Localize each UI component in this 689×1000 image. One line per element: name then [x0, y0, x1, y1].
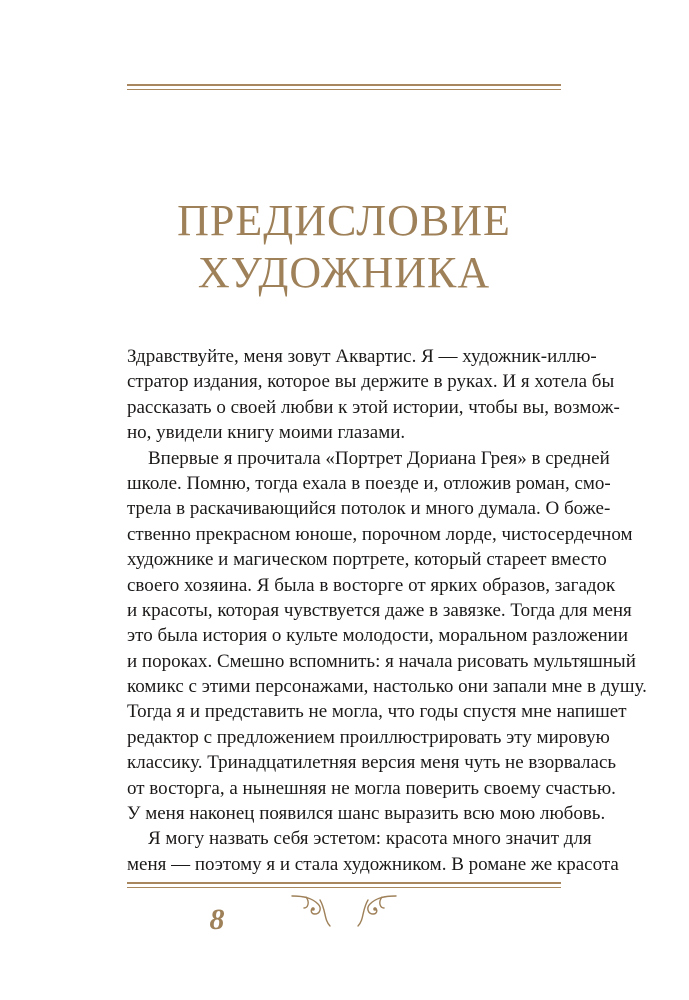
text-line: и красоты, которая чувствуется даже в завязке. Тогда для меня [127, 599, 632, 621]
text-line: ственно прекрасном юноше, порочном лорде, чистосердечном [127, 523, 633, 545]
text-line: Я могу назвать себя эстетом: красота много значит для [148, 828, 592, 850]
chapter-title-line-2: ХУДОЖНИКА [197, 248, 491, 297]
text-line: но, увидели книгу моими глазами. [127, 422, 406, 444]
text-line: от восторга, а нынешняя не могла поверить своему счастью. [127, 777, 616, 799]
flourish-icon [284, 888, 404, 938]
text-line: редактор с предложением проиллюстрировать эту мировую [127, 726, 610, 748]
text-line: стратор издания, которое вы держите в руках. И я хотела бы [127, 371, 615, 393]
body-text [127, 344, 647, 877]
text-line: художнике и магическом портрете, который стареет вместо [127, 549, 607, 571]
text-line: и пороках. Смешно вспомнить: я начала рисовать мультяшный [127, 650, 636, 672]
chapter-title-line-1: ПРЕДИСЛОВИЕ [177, 196, 511, 245]
footer-rule-thick [127, 882, 561, 884]
text-line: Тогда я и представить не могла, что годы спустя мне напишет [127, 701, 627, 723]
text-line: У меня наконец появился шанс выразить всю мою любовь. [127, 803, 606, 825]
page-number: 8 [209, 903, 225, 936]
text-line: своего хозяина. Я была в восторге от ярких образов, загадок [127, 574, 616, 596]
footer-ornament [127, 882, 561, 942]
text-line: Впервые я прочитала «Портрет Дориана Грея» в средней [148, 447, 610, 469]
header-rule-thick [127, 84, 561, 86]
text-line: Здравствуйте, меня зовут Аквартис. Я — художник-иллю- [127, 346, 597, 367]
text-line: это была история о культе молодости, моральном разложении [127, 625, 629, 647]
text-line: трела в раскачивающийся потолок и много думала. О боже- [127, 498, 611, 520]
text-line: классику. Тринадцатилетняя версия меня чуть не взорвалась [127, 752, 617, 774]
text-line: рассказать о своей любви к этой истории, чтобы вы, возмож- [127, 396, 620, 418]
text-line: меня — поэтому я и стала художником. В романе же красота [127, 853, 619, 875]
header-rule [127, 84, 561, 92]
text-line: школе. Помню, тогда ехала в поезде и, отложив роман, смо- [127, 472, 611, 494]
text-line: комикс с этими персонажами, настолько они запали мне в душу. [127, 676, 647, 698]
header-rule-thin [127, 89, 561, 90]
chapter-title [120, 195, 568, 299]
